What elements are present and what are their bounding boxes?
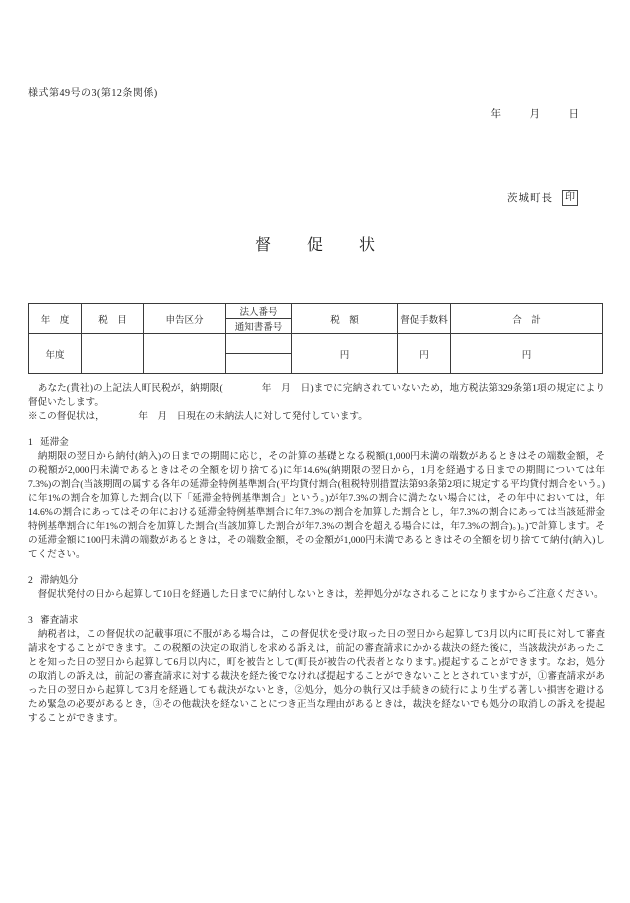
section-body: 納期限の翌日から納付(納入)の日までの期間に応じ，その計算の基礎となる税額(1,000円未満の端数があるときはその端数金額，その税額が2,000円未満であるときはその全額を切り捨てる)に年14.6%(納期限の翌日から，1月を経過する日までの期間については年7.3%)の割合(当該期間の属する各年の延滞金特例基準割合(平均貸付割合(租税特別措置法第93条第2項に規定する平均貸付割合をいう。)に年1%の割合を加算した割合(以下「延滞金特例基準割合」という。)が年7.3%の割合に満たない場合には，その年中においては，年14.6%の割合にあってはその年における延滞金特例基準割合に年7.3%の割合を加算した割合とし，年7.3%の割合にあっては当該延滞金特例基準割合に年1%の割合を加算した割合(当該加算した割合が年7.3%の割合を超える場合には，年7.3%の割合)。)。)で計算します。その延滞金額に100円未満の端数があるときは，その端数金額，その金額が1,000円未満であるときはその全額を切り捨てて納付(納入)してください。 (28, 451, 605, 560)
header-notice-number: 通知書番号 (226, 319, 292, 334)
cell-tax-amount-yen: 円 (292, 334, 398, 374)
header-report-class: 申告区分 (144, 304, 226, 334)
date-line: 年 月 日 (490, 109, 588, 120)
table-body-row (29, 334, 603, 354)
section-late-charge (28, 436, 605, 562)
section-title: 審査請求 (40, 615, 79, 626)
section-number: 2 (28, 575, 33, 586)
cell-corp-number (226, 334, 292, 354)
cell-tax-item (82, 334, 144, 374)
seal-mark: 印 (562, 190, 578, 206)
header-year: 年 度 (29, 304, 82, 334)
cell-demand-fee-yen: 円 (398, 334, 451, 374)
cell-report-class (144, 334, 226, 374)
section-delinquency-disposition (28, 574, 605, 602)
section-request-for-review (28, 614, 605, 726)
header-corp-number: 法人番号 (226, 304, 292, 319)
notice-paragraph: あなた(貴社)の上記法人町民税が，納期限( 年 月 日)までに完納されていないため，地方税法第329条第1項の規定により督促いたします。 (28, 383, 605, 408)
section-body: 納税者は，この督促状の記載事項に不服がある場合は，この督促状を受け取った日の翌日から起算して3月以内に町長に対して審査請求をすることができます。この税額の決定の取消しを求める訴えは，前記の審査請求にかかる裁決の経た後に，当該裁決があったことを知った日の翌日から起算して6月以内に，町を被告として(町長が被告の代表者となります。)提起することができます。なお，処分の取消しの訴えは，前記の審査請求に対する裁決を経た後でなければ提起することができないこととされていますが，①審査請求があった日の翌日から起算して3月を経過しても裁決がないとき，②処分，処分の執行又は手続きの続行により生ずる著しい損害を避けるため緊急の必要があるとき，③その他裁決を経ないことにつき正当な理由があるときは，裁決を経ないでも処分の取消しの訴えを提起することができます。 (28, 629, 605, 724)
section-heading (28, 574, 605, 588)
body-content (28, 382, 605, 726)
form-number: 様式第49号の3(第12条関係) (28, 88, 158, 99)
header-total: 合 計 (451, 304, 603, 334)
section-heading (28, 614, 605, 628)
section-number: 3 (28, 615, 33, 626)
document-title: 督 促 状 (254, 237, 385, 254)
mayor-name: 茨城町長 (507, 193, 553, 204)
cell-year: 年度 (29, 334, 82, 374)
header-tax-item: 税 目 (82, 304, 144, 334)
section-body: 督促状発付の日から起算して10日を経過した日までに納付しないときは，差押処分がなされることになりますからご注意ください。 (28, 589, 604, 600)
section-title: 滞納処分 (40, 575, 79, 586)
cell-notice-number (226, 354, 292, 374)
section-number: 1 (28, 437, 33, 448)
tax-summary-table (28, 303, 603, 374)
section-title: 延滞金 (40, 437, 69, 448)
mayor-line (507, 190, 578, 206)
cell-total-yen: 円 (451, 334, 603, 374)
header-tax-amount: 税 額 (292, 304, 398, 334)
header-demand-fee: 督促手数料 (398, 304, 451, 334)
table-header-row (29, 304, 603, 319)
section-heading (28, 436, 605, 450)
notice-note: ※この督促状は， 年 月 日現在の未納法人に対して発付しています。 (28, 411, 368, 422)
